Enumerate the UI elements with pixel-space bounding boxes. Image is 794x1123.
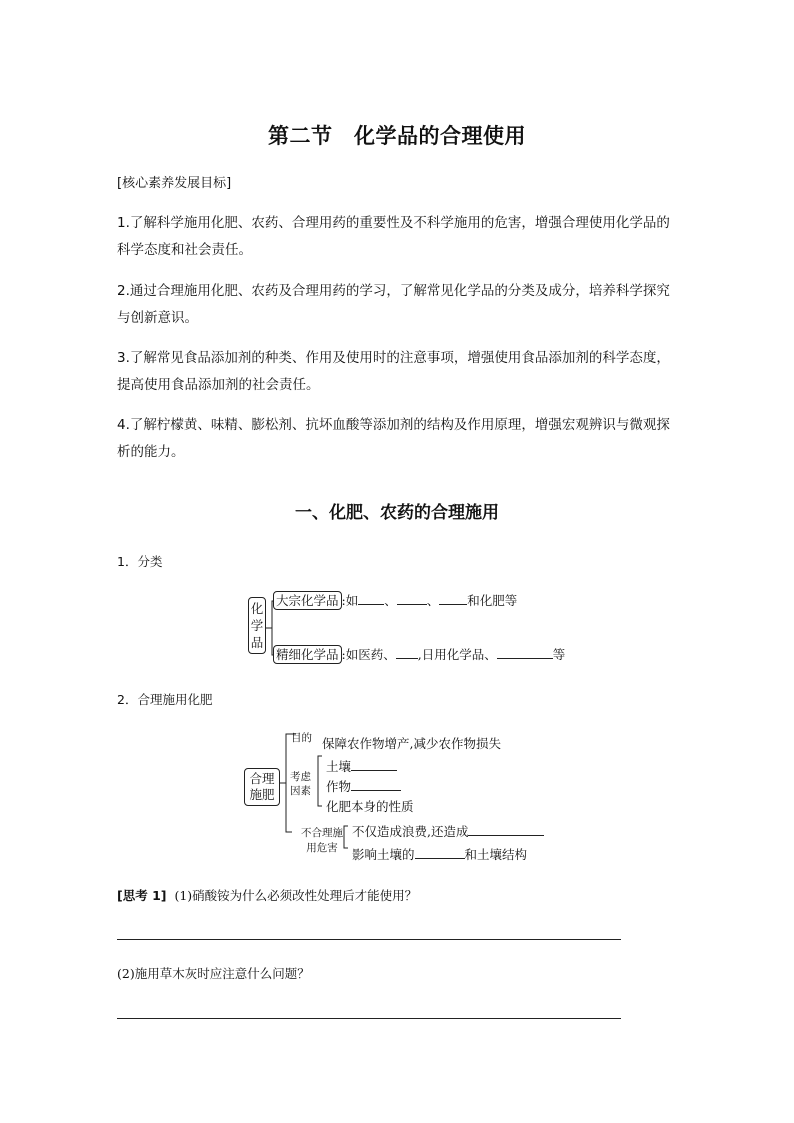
think-question-2: (2)施用草木灰时应注意什么问题？: [117, 966, 310, 981]
factor-soil: [326, 757, 397, 775]
answer-blank[interactable]: [497, 647, 553, 659]
root-char: 化: [250, 601, 264, 616]
harm-text: 不仅造成浪费,还造成: [352, 824, 469, 839]
goal-item-2: 2.通过合理施用化肥、农药及合理用药的学习，了解常见化学品的分类及成分，培养科学探究与创新意识。: [117, 283, 670, 326]
root-text: 合理: [249, 771, 275, 786]
root-text: 施肥: [249, 787, 275, 802]
answer-line[interactable]: [117, 1018, 621, 1019]
label-line: 用危害: [306, 842, 338, 854]
goal-item-3: 3.了解常见食品添加剂的种类、作用及使用时的注意事项，增强使用食品添加剂的科学态度，提高使用食品添加剂的社会责任。: [117, 350, 670, 393]
label-line: 考虑: [290, 771, 311, 783]
improper-use-harm-label: [292, 826, 352, 856]
chemicals-root-box: [248, 597, 266, 654]
purpose-text: 保障农作物增产,减少农作物损失: [322, 736, 501, 751]
harm-text: 影响土壤的: [352, 847, 415, 862]
label-line: 不合理施: [301, 827, 343, 839]
fine-text: 等: [552, 647, 566, 662]
classification-diagram: [246, 588, 566, 668]
think-question-1: [117, 886, 417, 904]
answer-blank[interactable]: [439, 593, 467, 605]
answer-blank[interactable]: [415, 847, 465, 859]
subheading-fertilizer: 2．合理施用化肥: [117, 692, 213, 707]
rational-fertilizing-box: [244, 768, 280, 806]
harm-soil: [352, 845, 527, 863]
fine-text: :如医药、: [341, 647, 396, 662]
fertilizer-diagram: [244, 726, 564, 866]
root-char: 品: [250, 635, 264, 650]
factor-crop: [326, 777, 401, 795]
answer-blank[interactable]: [358, 593, 384, 605]
separator: 、: [426, 593, 440, 608]
answer-line[interactable]: [117, 939, 621, 940]
answer-blank[interactable]: [397, 593, 427, 605]
harm-waste: [352, 822, 544, 840]
consider-factors-label: [290, 770, 311, 798]
answer-blank[interactable]: [351, 779, 401, 791]
fine-chemicals-box: 精细化学品: [273, 645, 342, 664]
bulk-chemicals-box: 大宗化学品: [273, 591, 342, 610]
bulk-text: 和化肥等: [467, 593, 518, 608]
answer-blank[interactable]: [396, 647, 418, 659]
factor-text: 土壤: [326, 759, 352, 774]
separator: 、: [384, 593, 397, 608]
label-line: 因素: [290, 785, 311, 797]
harm-text: 和土壤结构: [464, 847, 528, 862]
goal-item-4: 4.了解柠檬黄、味精、膨松剂、抗坏血酸等添加剂的结构及作用原理，增强宏观辨识与微观探析的能力。: [117, 417, 670, 460]
factor-text: 作物: [326, 779, 352, 794]
root-char: 学: [250, 618, 264, 633]
factor-fertilizer-property: 化肥本身的性质: [326, 799, 414, 814]
answer-blank[interactable]: [351, 759, 397, 771]
think-tag: [思考 1]: [117, 888, 167, 903]
fine-row: [273, 645, 565, 663]
purpose-label: 目的: [291, 732, 312, 744]
page-title: 第二节 化学品的合理使用: [268, 124, 526, 148]
subheading-classification: 1．分类: [117, 554, 163, 569]
goals-label: [核心素养发展目标]: [117, 176, 232, 191]
fine-text: ,日用化学品、: [417, 647, 497, 662]
section-heading: 一、化肥、农药的合理施用: [295, 503, 499, 523]
answer-blank[interactable]: [468, 824, 544, 836]
goal-item-1: 1.了解科学施用化肥、农药、合理用药的重要性及不科学施用的危害，增强合理使用化学品的科学态度和社会责任。: [117, 215, 670, 258]
question-text: (1)硝酸铵为什么必须改性处理后才能使用？: [174, 888, 418, 903]
bulk-text: :如: [341, 593, 359, 608]
bulk-row: [273, 591, 517, 609]
